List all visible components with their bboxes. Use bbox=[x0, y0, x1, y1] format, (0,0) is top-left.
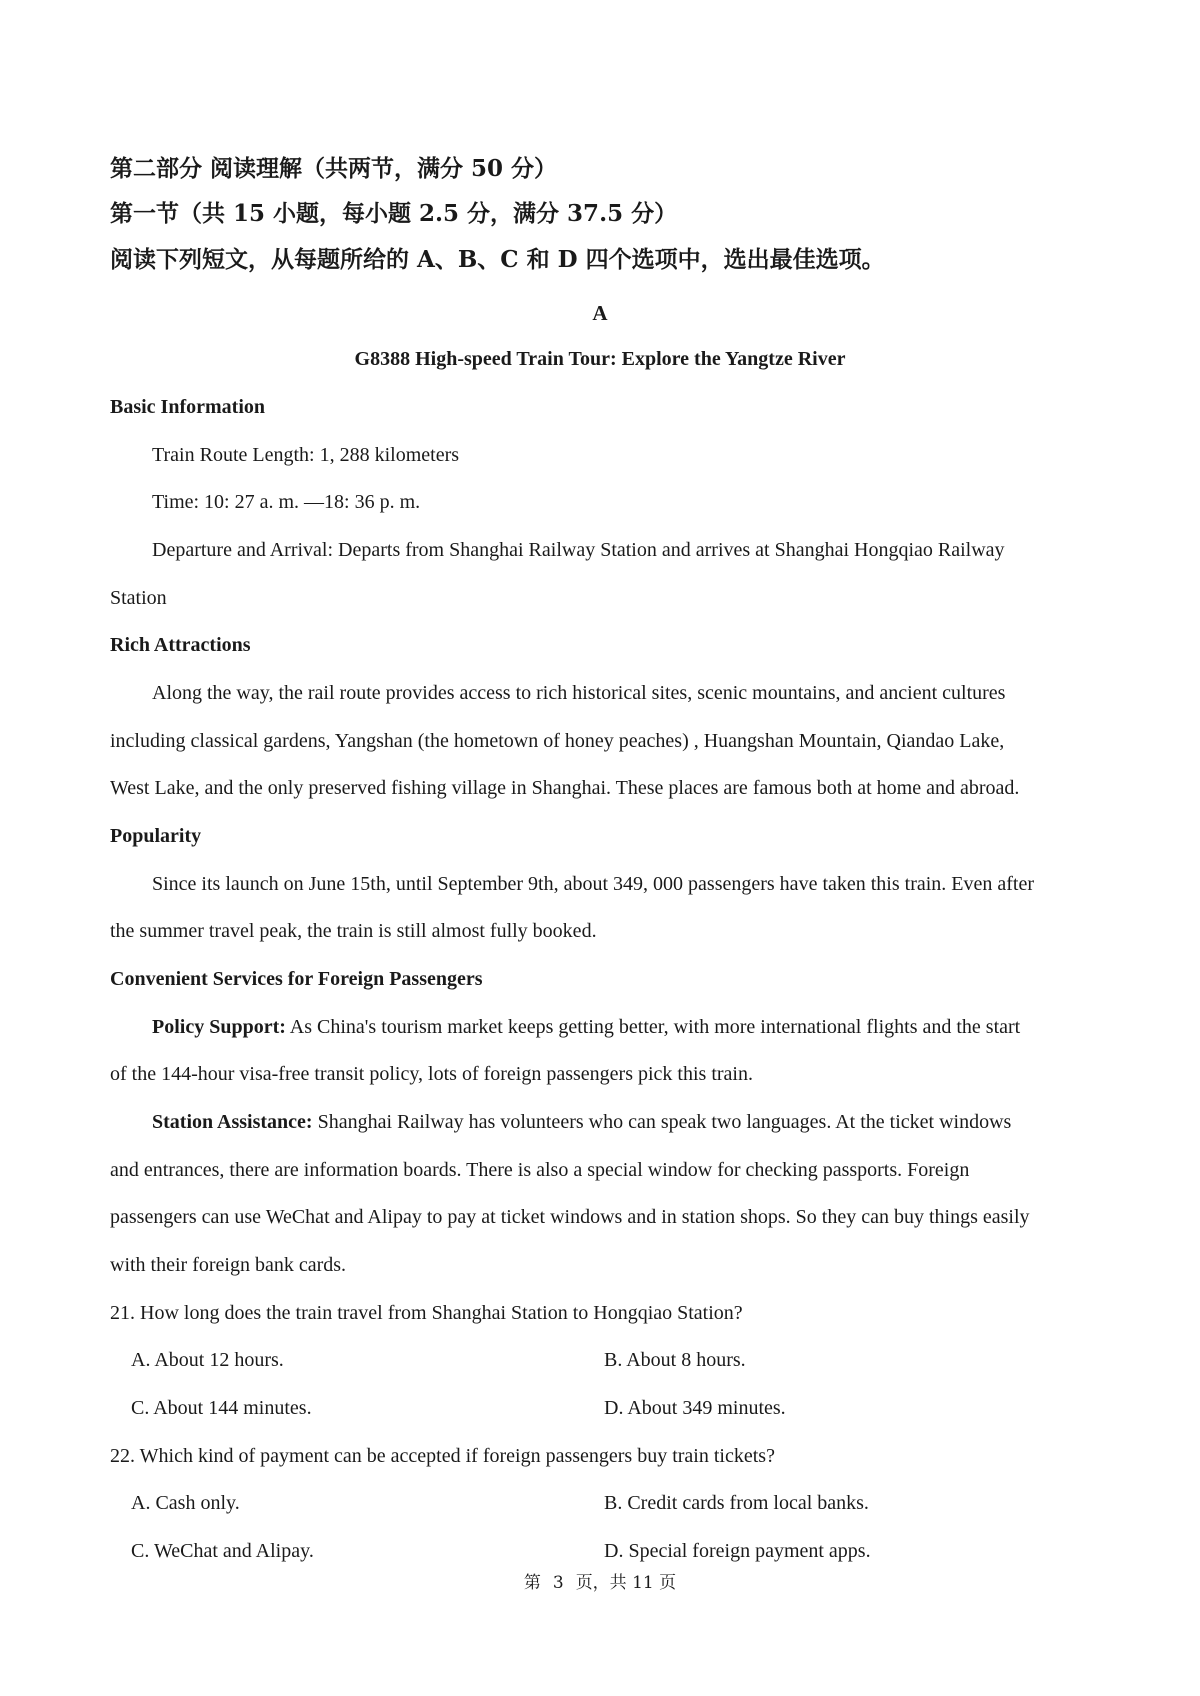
attractions-text: including classical gardens, Yangshan (the hometown of honey peaches) , Huangshan Mountain, Qiandao Lake, bbox=[110, 730, 1005, 752]
policy-support-paragraph bbox=[152, 1013, 1020, 1041]
popularity-text: Since its launch on June 15th, until September 9th, about 349, 000 passengers have taken this train. Even after bbox=[152, 873, 1035, 895]
question-21-option-b: B. About 8 hours. bbox=[604, 1349, 746, 1371]
question-21-option-d: D. About 349 minutes. bbox=[604, 1397, 786, 1419]
question-22-option-b: B. Credit cards from local banks. bbox=[604, 1492, 869, 1514]
popularity-heading: Popularity bbox=[110, 825, 202, 847]
popularity-text: the summer travel peak, the train is still almost fully booked. bbox=[110, 920, 597, 942]
station-assistance-text: Shanghai Railway has volunteers who can speak two languages. At the ticket windows bbox=[312, 1111, 1012, 1133]
page-footer bbox=[0, 1571, 1200, 1595]
departure-arrival: Departure and Arrival: Departs from Shanghai Railway Station and arrives at Shanghai Hongqiao Railway bbox=[152, 539, 1005, 561]
attractions-heading: Rich Attractions bbox=[110, 634, 251, 656]
attractions-text: West Lake, and the only preserved fishing village in Shanghai. These places are famous both at home and abroad. bbox=[110, 777, 1020, 799]
question-22-stem: 22. Which kind of payment can be accepted if foreign passengers buy train tickets? bbox=[110, 1445, 775, 1467]
station-assistance-label: Station Assistance: bbox=[152, 1111, 313, 1133]
services-heading: Convenient Services for Foreign Passengers bbox=[110, 968, 483, 990]
station-assistance-text: passengers can use WeChat and Alipay to pay at ticket windows and in station shops. So they can buy things easily bbox=[110, 1206, 1030, 1228]
footer-prefix: 第 bbox=[523, 1573, 541, 1593]
question-21-option-a: A. About 12 hours. bbox=[131, 1349, 284, 1371]
section-title: 第一节（共 15 小题，每小题 2.5 分，满分 37.5 分） bbox=[110, 200, 678, 227]
attractions-text: Along the way, the rail route provides access to rich historical sites, scenic mountains, and ancient cultures bbox=[152, 682, 1006, 704]
basic-info-heading: Basic Information bbox=[110, 396, 265, 418]
departure-arrival-cont: Station bbox=[110, 587, 167, 609]
route-length: Train Route Length: 1, 288 kilometers bbox=[152, 444, 460, 466]
footer-page-number: 3 bbox=[552, 1573, 564, 1593]
part-title: 第二部分 阅读理解（共两节，满分 50 分） bbox=[110, 155, 558, 182]
station-assistance-paragraph bbox=[152, 1108, 1011, 1136]
passage-title: G8388 High-speed Train Tour: Explore the Yangtze River bbox=[354, 348, 846, 370]
question-22-option-c: C. WeChat and Alipay. bbox=[131, 1540, 314, 1562]
time-info: Time: 10: 27 a. m. —18: 36 p. m. bbox=[152, 491, 421, 513]
passage-letter: A bbox=[592, 301, 608, 325]
question-22-option-d: D. Special foreign payment apps. bbox=[604, 1540, 871, 1562]
question-21-stem: 21. How long does the train travel from Shanghai Station to Hongqiao Station? bbox=[110, 1302, 743, 1324]
question-21-option-c: C. About 144 minutes. bbox=[131, 1397, 312, 1419]
policy-support-text: As China's tourism market keeps getting better, with more international flights and the start bbox=[285, 1016, 1021, 1038]
footer-suffix: 页，共 11 页 bbox=[575, 1573, 677, 1593]
policy-support-label: Policy Support: bbox=[152, 1016, 286, 1038]
station-assistance-text: and entrances, there are information boards. There is also a special window for checking passports. Foreign bbox=[110, 1159, 970, 1181]
policy-support-text: of the 144-hour visa-free transit policy, lots of foreign passengers pick this train. bbox=[110, 1063, 753, 1085]
question-22-option-a: A. Cash only. bbox=[131, 1492, 240, 1514]
station-assistance-text: with their foreign bank cards. bbox=[110, 1254, 347, 1276]
instruction: 阅读下列短文，从每题所给的 A、B、C 和 D 四个选项中，选出最佳选项。 bbox=[110, 246, 885, 273]
